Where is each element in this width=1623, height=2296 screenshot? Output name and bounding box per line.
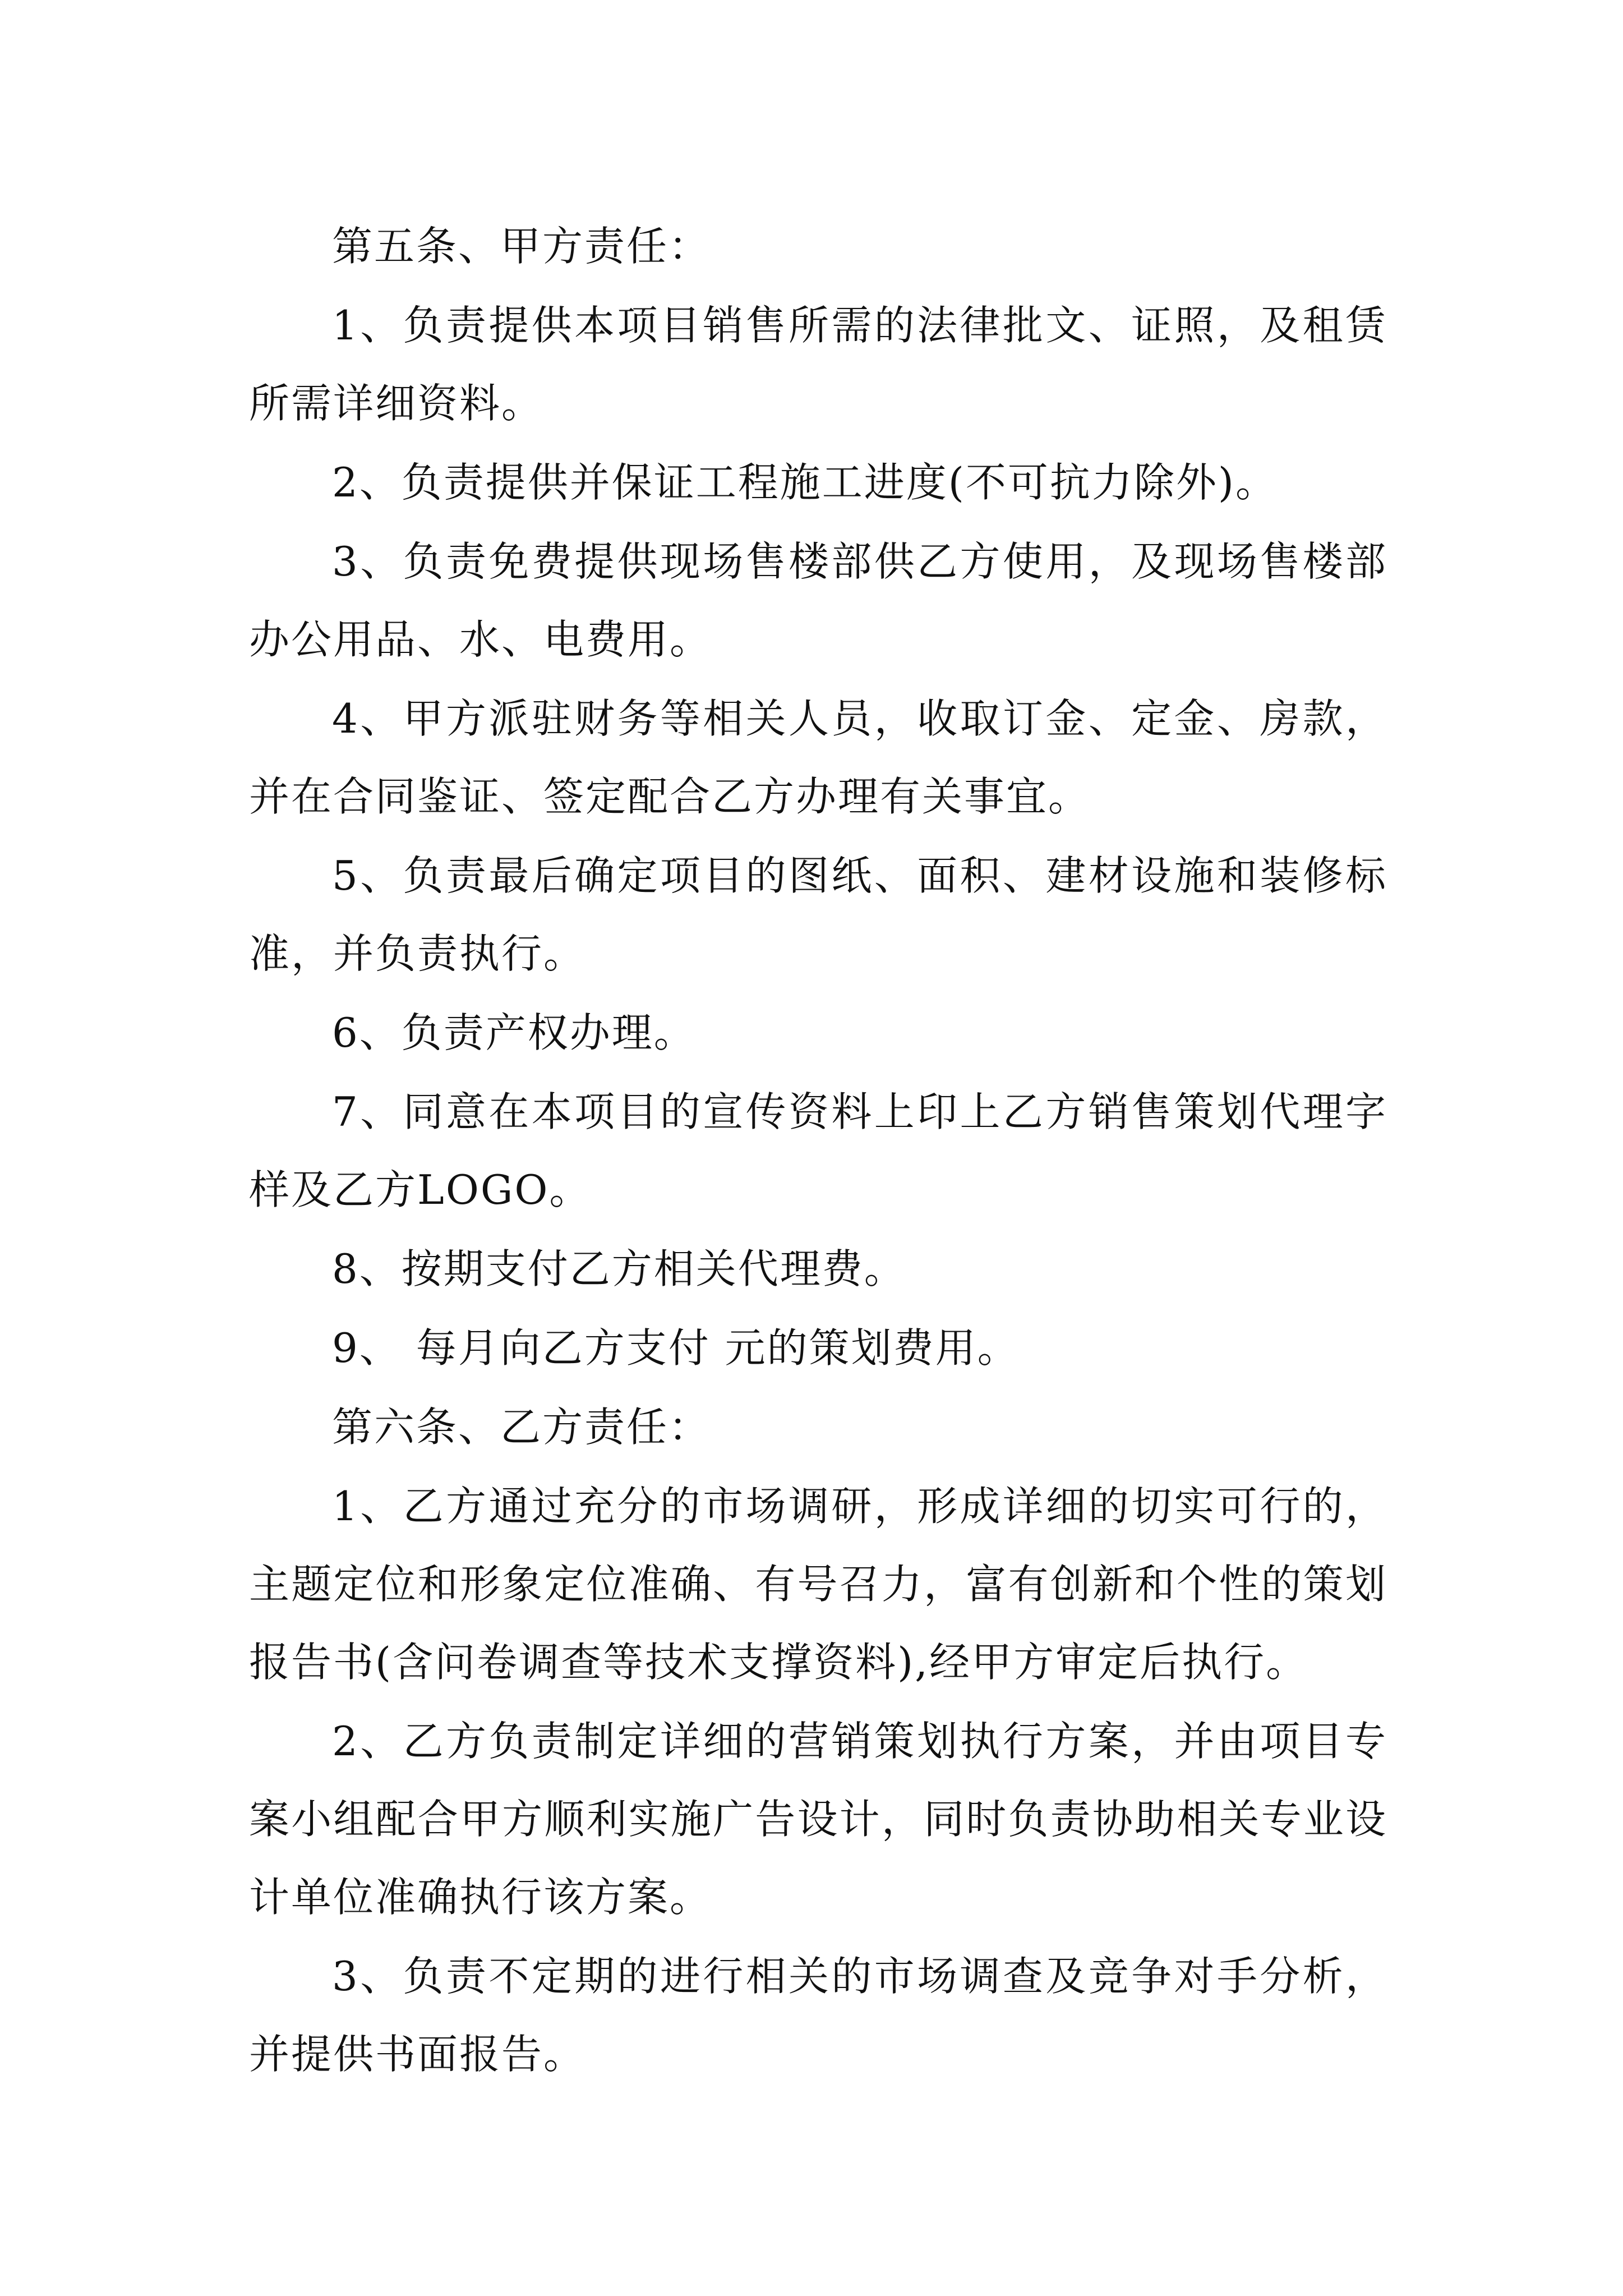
section5-item-4: 4、甲方派驻财务等相关人员，收取订金、定金、房款，并在合同鉴证、签定配合乙方办理有关事宜。 [249,695,1387,820]
section5-heading: 第五条、甲方责任： [332,223,711,270]
section5-item-3: 3、负责免费提供现场售楼部供乙方使用，及现场售楼部办公用品、水、电费用。 [249,538,1387,663]
section5-item-8: 8、按期支付乙方相关代理费。 [332,1245,906,1292]
section5-item-1: 1、负责提供本项目销售所需的法律批文、证照，及租赁所需详细资料。 [249,302,1387,427]
section6-item-1: 1、乙方通过充分的市场调研，形成详细的切实可行的，主题定位和形象定位准确、有号召力，富有创新和个性的策划报告书(含问卷调查等技术支撑资料),经甲方审定后执行。 [249,1483,1387,1686]
document-body [249,208,1387,2095]
section5-item-2: 2、负责提供并保证工程施工进度(不可抗力除外)。 [332,459,1278,506]
section6-item-2: 2、乙方负责制定详细的营销策划执行方案，并由项目专案小组配合甲方顺利实施广告设计，同时负责协助相关专业设计单位准确执行该方案。 [249,1718,1387,1921]
section5-item-7: 7、同意在本项目的宣传资料上印上乙方销售策划代理字样及乙方LOGO。 [249,1088,1387,1213]
section5-item-5: 5、负责最后确定项目的图纸、面积、建材设施和装修标准，并负责执行。 [249,852,1387,977]
section5-item-9: 9、 每月向乙方支付 元的策划费用。 [332,1324,1020,1372]
section5-item-6: 6、负责产权办理。 [332,1009,696,1056]
section6-item-3: 3、负责不定期的进行相关的市场调查及竞争对手分析，并提供书面报告。 [249,1953,1387,2078]
section6-heading: 第六条、乙方责任： [332,1404,711,1451]
